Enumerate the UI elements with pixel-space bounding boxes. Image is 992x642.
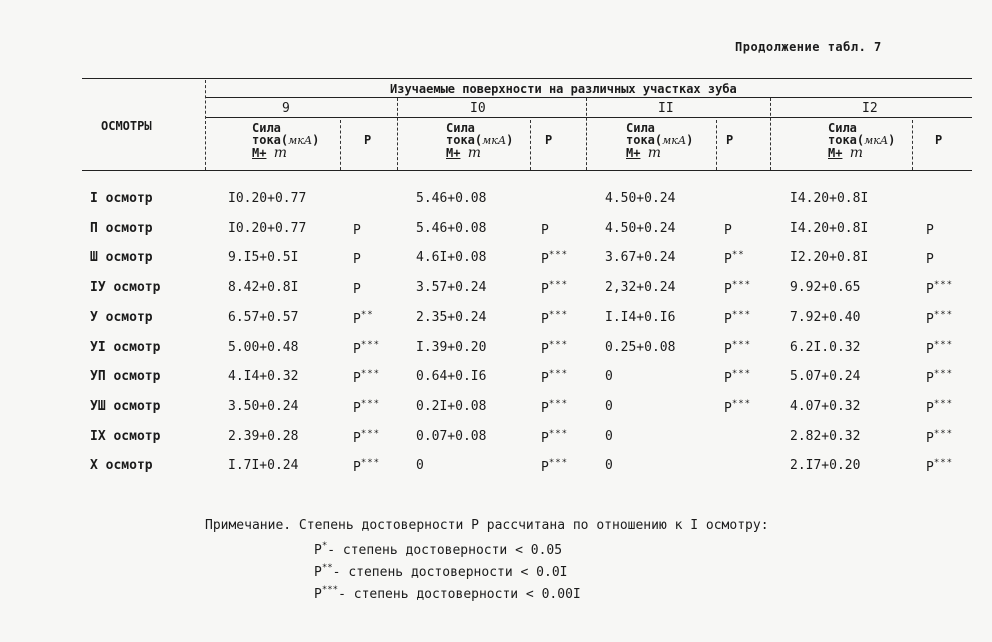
table-row bbox=[0, 429, 992, 449]
table-row bbox=[0, 221, 992, 241]
significance-marker: Р*** bbox=[541, 280, 569, 298]
current-header: Сила тока(мкА) М+ m bbox=[626, 121, 694, 161]
significance-marker: Р*** bbox=[926, 339, 954, 357]
current-value: 6.2I.0.32 bbox=[790, 339, 861, 355]
current-value: I0.20+0.77 bbox=[228, 220, 307, 236]
col-separator bbox=[912, 120, 913, 170]
visit-label: Х осмотр bbox=[90, 458, 153, 474]
significance-marker: Р*** bbox=[926, 458, 954, 476]
significance-marker: Р** bbox=[724, 250, 745, 268]
current-value: 0 bbox=[605, 398, 613, 414]
visits-header: ОСМОТРЫ bbox=[101, 119, 152, 133]
significance-marker: Р*** bbox=[926, 428, 954, 446]
visit-label: УI осмотр bbox=[90, 339, 161, 355]
current-value: I4.20+0.8I bbox=[790, 220, 869, 236]
visit-label: УШ осмотр bbox=[90, 398, 161, 414]
p-header: Р bbox=[364, 133, 372, 147]
significance-marker: Р*** bbox=[926, 369, 954, 387]
site-header-12: I2 bbox=[862, 101, 878, 116]
current-value: 0 bbox=[605, 428, 613, 444]
significance-marker: Р*** bbox=[541, 250, 569, 268]
significance-marker: Р*** bbox=[541, 458, 569, 476]
current-value: I2.20+0.8I bbox=[790, 250, 869, 266]
significance-marker: Р*** bbox=[724, 339, 752, 357]
significance-marker: Р bbox=[724, 222, 732, 238]
current-header: Сила тока(мкА) М+ m bbox=[446, 121, 514, 161]
current-value: 7.92+0.40 bbox=[790, 309, 861, 325]
group-rule bbox=[205, 97, 972, 98]
significance-marker: Р*** bbox=[926, 309, 954, 327]
current-value: 4.6I+0.08 bbox=[416, 250, 487, 266]
current-value: 4.07+0.32 bbox=[790, 398, 861, 414]
current-value: 8.42+0.8I bbox=[228, 280, 299, 296]
current-value: I4.20+0.8I bbox=[790, 191, 869, 206]
current-value: 4.I4+0.32 bbox=[228, 369, 299, 385]
visit-label: I осмотр bbox=[90, 191, 153, 206]
table-row bbox=[0, 280, 992, 300]
significance-marker: Р*** bbox=[724, 309, 752, 327]
significance-marker: Р*** bbox=[541, 398, 569, 416]
note-item: Р***- степень достоверности < 0.00I bbox=[314, 585, 581, 602]
table-row bbox=[0, 310, 992, 330]
significance-marker: Р*** bbox=[541, 428, 569, 446]
top-rule bbox=[82, 78, 972, 79]
visit-label: П осмотр bbox=[90, 220, 153, 236]
current-value: 2,32+0.24 bbox=[605, 280, 676, 296]
note-item: Р**- степень достоверности < 0.0I bbox=[314, 563, 568, 580]
site-header-9: 9 bbox=[282, 101, 290, 116]
significance-marker: Р*** bbox=[353, 398, 381, 416]
current-value: 6.57+0.57 bbox=[228, 309, 299, 325]
table-row bbox=[0, 340, 992, 360]
significance-marker: Р*** bbox=[541, 309, 569, 327]
site-header-11: II bbox=[658, 101, 674, 116]
col-separator bbox=[397, 98, 398, 170]
current-value: 0.64+0.I6 bbox=[416, 369, 487, 385]
visit-label: IХ осмотр bbox=[90, 428, 161, 444]
note-item: Р*- степень достоверности < 0.05 bbox=[314, 541, 563, 558]
table-row bbox=[0, 369, 992, 389]
significance-marker: Р*** bbox=[724, 369, 752, 387]
current-value: 2.I7+0.20 bbox=[790, 458, 861, 474]
note-title: Примечание. Степень достоверности Р рассчитана по отношению к I осмотру: bbox=[205, 518, 769, 533]
header-bottom-rule bbox=[82, 170, 972, 171]
visit-label: УП осмотр bbox=[90, 369, 161, 385]
col-separator bbox=[530, 120, 531, 170]
current-value: I.I4+0.I6 bbox=[605, 309, 676, 325]
current-value: 0.2I+0.08 bbox=[416, 398, 487, 414]
significance-marker: Р*** bbox=[353, 458, 381, 476]
significance-marker: Р*** bbox=[926, 398, 954, 416]
table-row bbox=[0, 191, 992, 211]
table-continuation-label: Продолжение табл. 7 bbox=[735, 40, 882, 54]
current-value: 9.I5+0.5I bbox=[228, 250, 299, 266]
table-row bbox=[0, 399, 992, 419]
col-separator bbox=[340, 120, 341, 170]
significance-marker: Р** bbox=[353, 309, 374, 327]
current-value: 0 bbox=[416, 458, 424, 474]
current-value: 2.39+0.28 bbox=[228, 428, 299, 444]
current-value: 3.57+0.24 bbox=[416, 280, 487, 296]
site-header-10: I0 bbox=[470, 101, 486, 116]
current-value: 5.07+0.24 bbox=[790, 369, 861, 385]
col-separator bbox=[770, 98, 771, 170]
current-value: 0 bbox=[605, 369, 613, 385]
current-value: 2.35+0.24 bbox=[416, 309, 487, 325]
current-value: I.39+0.20 bbox=[416, 339, 487, 355]
table-row bbox=[0, 458, 992, 478]
current-value: 2.82+0.32 bbox=[790, 428, 861, 444]
current-value: 5.00+0.48 bbox=[228, 339, 299, 355]
visit-label: Ш осмотр bbox=[90, 250, 153, 266]
current-value: 5.46+0.08 bbox=[416, 191, 487, 206]
current-value: 0.25+0.08 bbox=[605, 339, 676, 355]
significance-marker: Р bbox=[353, 282, 361, 298]
significance-marker: Р*** bbox=[926, 280, 954, 298]
significance-marker: Р*** bbox=[724, 398, 752, 416]
site-rule bbox=[205, 117, 972, 118]
significance-marker: Р*** bbox=[353, 369, 381, 387]
current-value: I.7I+0.24 bbox=[228, 458, 299, 474]
current-value: 4.50+0.24 bbox=[605, 191, 676, 206]
current-value: 9.92+0.65 bbox=[790, 280, 861, 296]
visit-label: У осмотр bbox=[90, 309, 153, 325]
current-value: 3.50+0.24 bbox=[228, 398, 299, 414]
visit-label: IУ осмотр bbox=[90, 280, 161, 296]
p-header: Р bbox=[726, 133, 734, 147]
col-separator bbox=[716, 120, 717, 170]
current-value: 5.46+0.08 bbox=[416, 220, 487, 236]
surfaces-header: Изучаемые поверхности на различных участках зуба bbox=[390, 82, 737, 96]
col-separator bbox=[205, 80, 206, 170]
significance-marker: Р*** bbox=[353, 339, 381, 357]
col-separator bbox=[586, 98, 587, 170]
current-header: Сила тока(мкА) М+ m bbox=[252, 121, 320, 161]
significance-marker: Р bbox=[926, 252, 934, 268]
table-row bbox=[0, 250, 992, 270]
significance-marker: Р*** bbox=[541, 369, 569, 387]
current-value: 4.50+0.24 bbox=[605, 220, 676, 236]
current-value: 0.07+0.08 bbox=[416, 428, 487, 444]
significance-marker: Р*** bbox=[353, 428, 381, 446]
current-header: Сила тока(мкА) М+ m bbox=[828, 121, 896, 161]
current-value: I0.20+0.77 bbox=[228, 191, 307, 206]
p-header: Р bbox=[545, 133, 553, 147]
p-header: Р bbox=[935, 133, 943, 147]
significance-marker: Р bbox=[926, 222, 934, 238]
significance-marker: Р bbox=[353, 252, 361, 268]
significance-marker: Р bbox=[353, 222, 361, 238]
current-value: 3.67+0.24 bbox=[605, 250, 676, 266]
current-value: 0 bbox=[605, 458, 613, 474]
significance-marker: Р*** bbox=[541, 339, 569, 357]
significance-marker: Р bbox=[541, 222, 549, 238]
significance-marker: Р*** bbox=[724, 280, 752, 298]
